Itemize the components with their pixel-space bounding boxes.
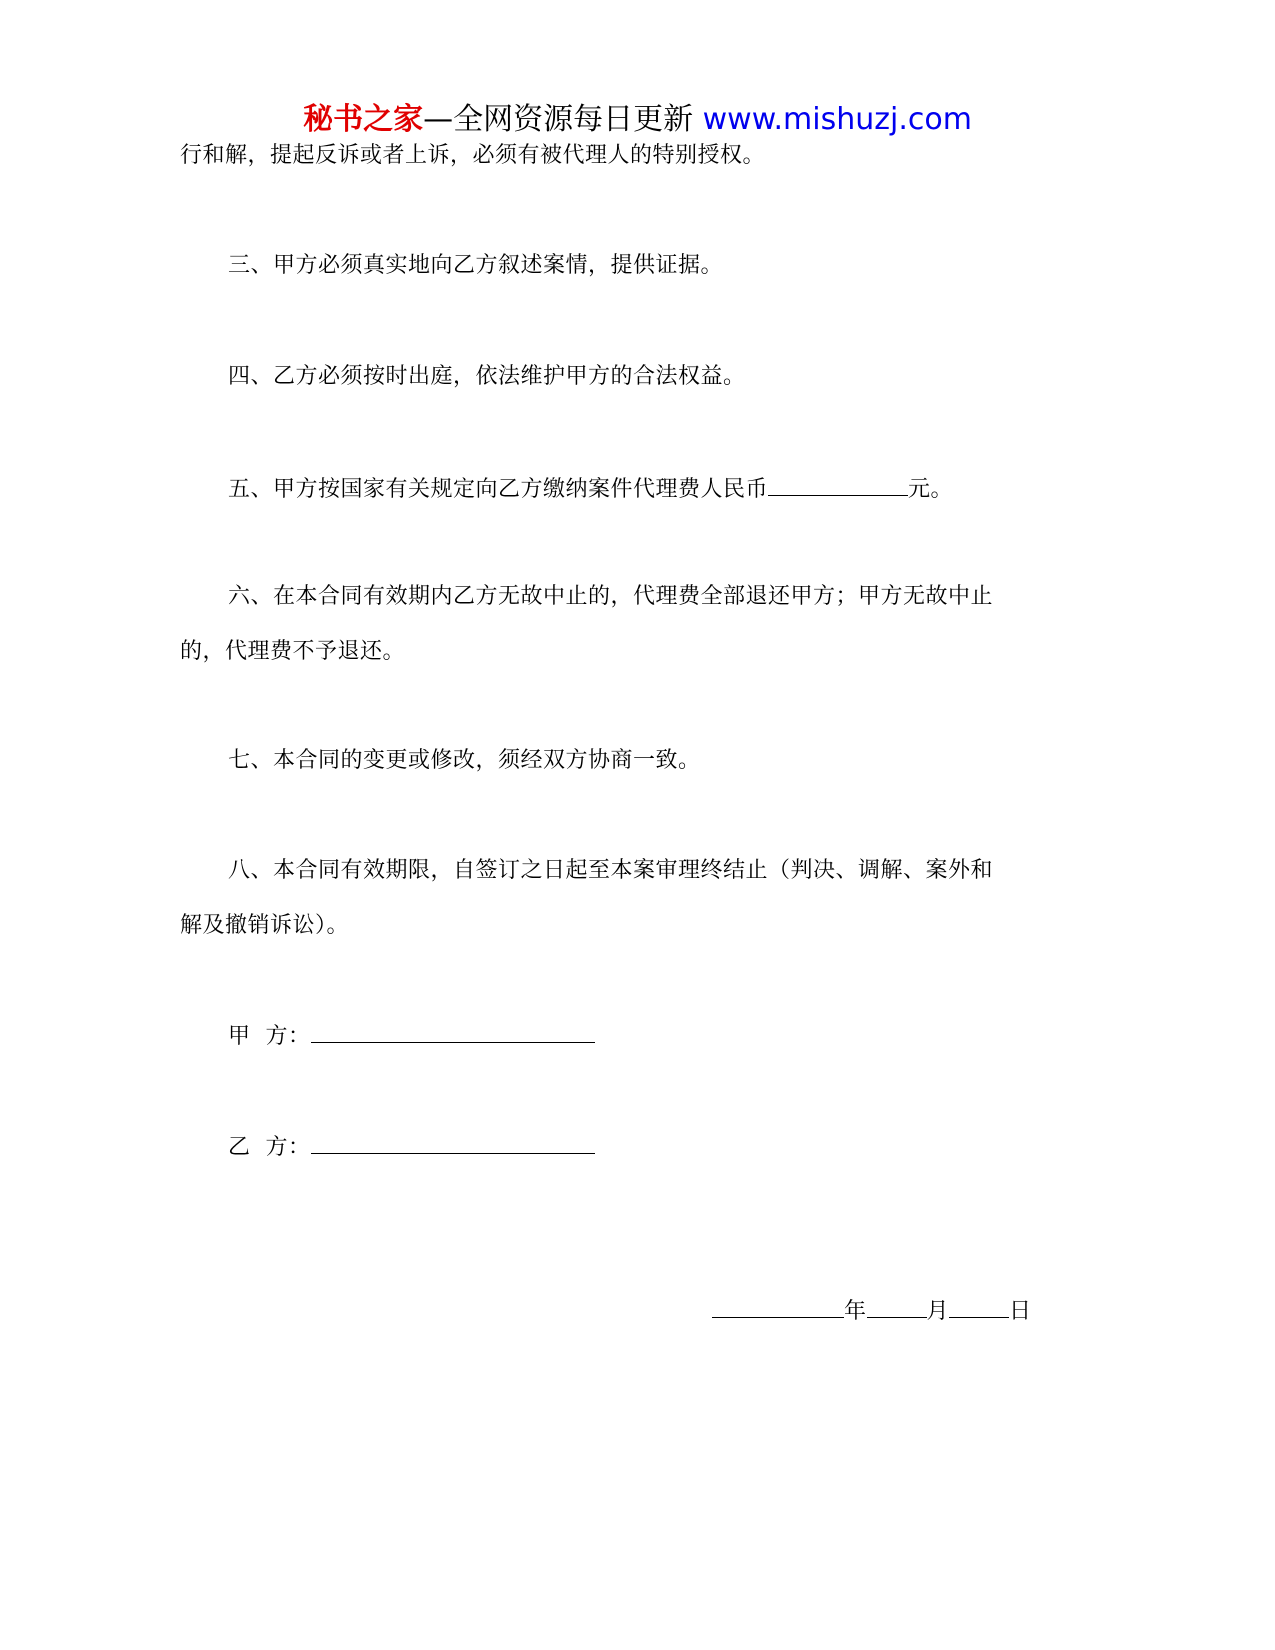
header-url-link[interactable]: www.mishuzj.com — [702, 102, 972, 137]
header-brand: 秘书之家 — [303, 102, 424, 137]
clause-5-suffix: 元。 — [908, 477, 954, 502]
fee-amount-blank[interactable] — [768, 473, 908, 496]
clause-4: 四、乙方必须按时出庭，依法维护甲方的合法权益。 — [228, 364, 746, 389]
clause-3: 三、甲方必须真实地向乙方叙述案情，提供证据。 — [228, 253, 724, 278]
party-b-blank[interactable] — [311, 1131, 595, 1154]
date-line — [712, 1295, 1032, 1327]
site-header — [0, 100, 1275, 140]
clause-8-line-1: 八、本合同有效期限，自签订之日起至本案审理终结止（判决、调解、案外和 — [228, 858, 994, 883]
clause-8-line-2: 解及撤销诉讼）。 — [180, 913, 350, 938]
party-b-signature — [228, 1131, 595, 1163]
clause-5 — [228, 473, 953, 505]
day-blank[interactable] — [949, 1295, 1009, 1318]
clause-7: 七、本合同的变更或修改，须经双方协商一致。 — [228, 748, 701, 773]
month-blank[interactable] — [867, 1295, 927, 1318]
clause-6-line-1: 六、在本合同有效期内乙方无故中止的，代理费全部退还甲方；甲方无故中止 — [228, 584, 994, 609]
party-a-blank[interactable] — [311, 1020, 595, 1043]
party-a-label: 甲 方： — [228, 1024, 311, 1049]
header-tagline: —全网资源每日更新 — [423, 102, 703, 137]
clause-6-line-2: 的，代理费不予退还。 — [180, 639, 406, 664]
party-a-signature — [228, 1020, 595, 1052]
clause-5-text: 五、甲方按国家有关规定向乙方缴纳案件代理费人民币 — [228, 477, 769, 502]
day-label: 日 — [1009, 1299, 1032, 1324]
month-label: 月 — [926, 1299, 950, 1324]
party-b-label: 乙 方： — [228, 1135, 311, 1160]
year-label: 年 — [844, 1299, 867, 1324]
paragraph-continuation: 行和解，提起反诉或者上诉，必须有被代理人的特别授权。 — [180, 143, 766, 168]
year-blank[interactable] — [712, 1295, 844, 1318]
